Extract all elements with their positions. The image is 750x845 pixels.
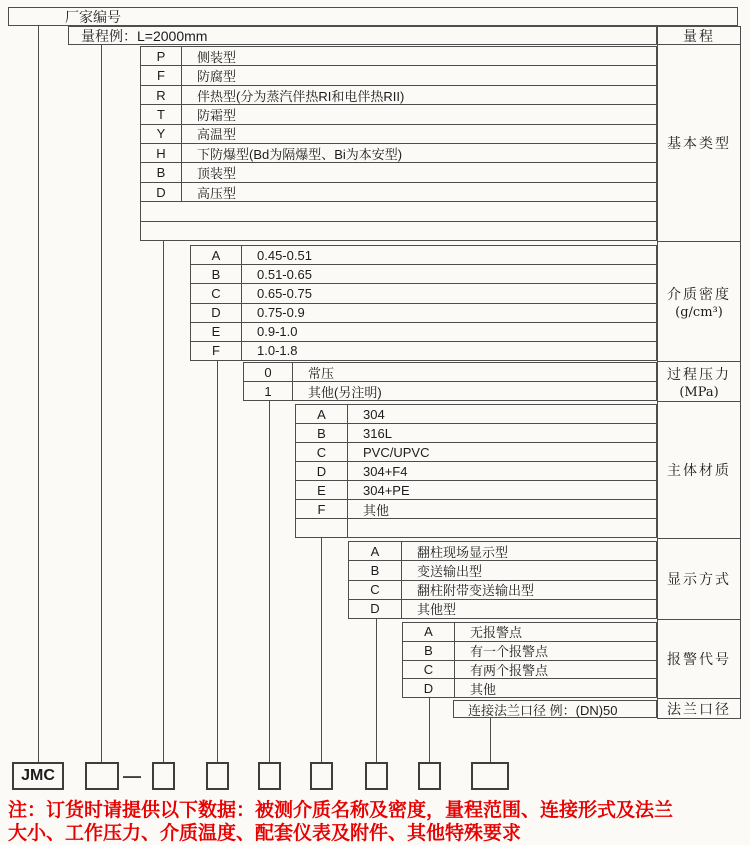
category-range: 量程 — [657, 26, 741, 45]
code-box-process-pressure — [258, 762, 281, 790]
connector-line-material — [321, 538, 322, 762]
code-description: 0.51-0.65 — [257, 266, 312, 282]
code-description: 有一个报警点 — [470, 644, 549, 660]
code-description: PVC/UPVC — [363, 444, 430, 460]
category-body-material: 主体材质 — [657, 401, 741, 539]
code-key: B — [191, 265, 242, 283]
code-box-medium-density — [206, 762, 229, 790]
code-description: 下防爆型(Bd为隔爆型、Bi为本安型) — [197, 146, 403, 162]
table-row — [403, 642, 656, 661]
table-row — [191, 342, 656, 360]
code-description: 变送输出型 — [417, 563, 483, 579]
category-flange-size: 法兰口径 — [657, 698, 741, 719]
table-row — [191, 304, 656, 323]
code-description: 防腐型 — [197, 69, 237, 85]
table-row — [141, 163, 656, 182]
table-row — [244, 363, 656, 382]
table-row-empty — [141, 222, 656, 240]
table-row — [141, 183, 656, 202]
order-note-line1: 注：订货时请提供以下数据：被测介质名称及密度，量程范围、连接形式及法兰 — [8, 800, 674, 821]
code-description: 有两个报警点 — [470, 662, 549, 678]
code-description: 0.65-0.75 — [257, 285, 312, 301]
code-description: 防霜型 — [197, 107, 237, 123]
code-key: A — [403, 623, 455, 641]
code-description — [141, 222, 656, 240]
code-description: 高压型 — [197, 185, 237, 201]
section-basic-type — [140, 46, 657, 241]
table-row-empty — [141, 202, 656, 221]
table-row — [403, 661, 656, 680]
code-description: 304+PE — [363, 482, 410, 498]
code-key: D — [296, 462, 348, 480]
code-key: A — [191, 246, 242, 264]
code-key: D — [191, 304, 242, 322]
code-key: T — [141, 105, 182, 123]
code-key: 0 — [244, 363, 293, 381]
code-key: D — [403, 679, 455, 697]
code-description: 无报警点 — [470, 625, 523, 641]
code-description: 0.9-1.0 — [257, 324, 298, 340]
code-box-alarm-code — [418, 762, 441, 790]
category-alarm-code: 报警代号 — [657, 619, 741, 699]
table-row — [296, 443, 656, 462]
code-description: 1.0-1.8 — [257, 343, 298, 359]
category-display-mode: 显示方式 — [657, 538, 741, 620]
connector-line-range — [101, 44, 102, 762]
table-row — [349, 600, 656, 618]
section-alarm-code — [402, 622, 657, 698]
order-note-line2: 大小、工作压力、介质温度、配套仪表及附件、其他特殊要求 — [8, 823, 522, 844]
section-body-material — [295, 404, 657, 538]
code-key: D — [349, 600, 402, 618]
code-description: 翻柱现场显示型 — [417, 544, 509, 560]
code-box-flange-size — [471, 762, 509, 790]
code-description: 高温型 — [197, 127, 237, 143]
code-key: E — [296, 481, 348, 499]
table-row — [141, 47, 656, 66]
code-description: 304+F4 — [363, 463, 408, 479]
code-description — [141, 202, 656, 220]
table-row — [141, 144, 656, 163]
connector-line-factory — [38, 25, 39, 762]
code-key: C — [296, 443, 348, 461]
code-key: F — [191, 342, 242, 360]
code-description: 其他型 — [417, 602, 457, 618]
code-separator-dash: — — [123, 765, 141, 786]
code-key: B — [141, 163, 182, 181]
table-row-empty — [296, 519, 656, 537]
code-description: 翻柱附带变送输出型 — [417, 583, 535, 599]
code-key: F — [141, 66, 182, 84]
code-key: E — [191, 323, 242, 341]
section-display-mode — [348, 541, 657, 619]
table-row — [296, 405, 656, 424]
section-process-pressure — [243, 362, 657, 401]
code-key: F — [296, 500, 348, 518]
code-key: C — [349, 581, 402, 599]
code-box-body-material — [310, 762, 333, 790]
code-description: 侧装型 — [197, 49, 237, 65]
code-key: B — [349, 561, 402, 579]
code-description: 连接法兰口径 例：(DN)50 — [468, 702, 618, 718]
code-key: P — [141, 47, 182, 65]
code-box-basic-type — [152, 762, 175, 790]
code-key: B — [296, 424, 348, 442]
code-key: R — [141, 86, 182, 104]
range-example-label: 量程例：L=2000mm — [81, 27, 208, 44]
code-description: 304 — [363, 406, 385, 422]
code-key: C — [403, 661, 455, 679]
code-key: A — [296, 405, 348, 423]
code-description: 伴热型(分为蒸汽伴热RI和电伴热RII) — [197, 88, 405, 104]
table-row — [191, 284, 656, 303]
connector-line-density — [217, 361, 218, 762]
table-row — [349, 581, 656, 600]
code-description: 0.45-0.51 — [257, 247, 312, 263]
category-process-pressure: 过程压力 (MPa) — [657, 361, 741, 402]
table-row — [244, 382, 656, 400]
code-box-range — [85, 762, 119, 790]
table-row — [296, 481, 656, 500]
code-key: A — [349, 542, 402, 560]
table-row — [141, 105, 656, 124]
connector-line-display — [376, 619, 377, 762]
code-description: 其他 — [363, 502, 390, 518]
table-row — [141, 125, 656, 144]
connector-line-alarm — [429, 698, 430, 762]
table-row — [191, 246, 656, 265]
table-row — [349, 561, 656, 580]
factory-number-row — [8, 7, 738, 26]
range-example-row — [68, 26, 657, 45]
code-description: 顶装型 — [197, 166, 237, 182]
code-key: Y — [141, 125, 182, 143]
connector-line-flange — [490, 718, 491, 762]
connector-line-basic — [163, 241, 164, 762]
code-key: H — [141, 144, 182, 162]
code-box-display-mode — [365, 762, 388, 790]
table-row — [296, 462, 656, 481]
table-row — [454, 701, 656, 717]
code-description: 常压 — [308, 365, 335, 381]
code-key: B — [403, 642, 455, 660]
model-prefix-box — [12, 762, 64, 790]
code-key: D — [141, 183, 182, 201]
table-row — [403, 623, 656, 642]
code-key — [296, 519, 348, 537]
section-medium-density — [190, 245, 657, 361]
model-prefix-label: JMC — [21, 767, 55, 784]
code-key: 1 — [244, 382, 293, 400]
connector-line-pressure — [269, 401, 270, 762]
table-row — [296, 424, 656, 443]
category-medium-density: 介质密度 (g/cm³) — [657, 241, 741, 362]
code-description: 316L — [363, 425, 392, 441]
table-row — [403, 679, 656, 697]
category-basic-type: 基本类型 — [657, 44, 741, 242]
table-row — [141, 66, 656, 85]
code-description: 其他(另注明) — [308, 384, 382, 400]
table-row — [296, 500, 656, 519]
factory-number-label: 厂家编号 — [65, 8, 121, 25]
table-row — [191, 265, 656, 284]
code-description — [348, 519, 656, 537]
table-row — [141, 86, 656, 105]
order-note — [8, 799, 748, 845]
code-key: C — [191, 284, 242, 302]
section-flange-size — [453, 700, 657, 718]
table-row — [191, 323, 656, 342]
table-row — [349, 542, 656, 561]
code-description: 0.75-0.9 — [257, 305, 305, 321]
code-description: 其他 — [470, 681, 497, 697]
